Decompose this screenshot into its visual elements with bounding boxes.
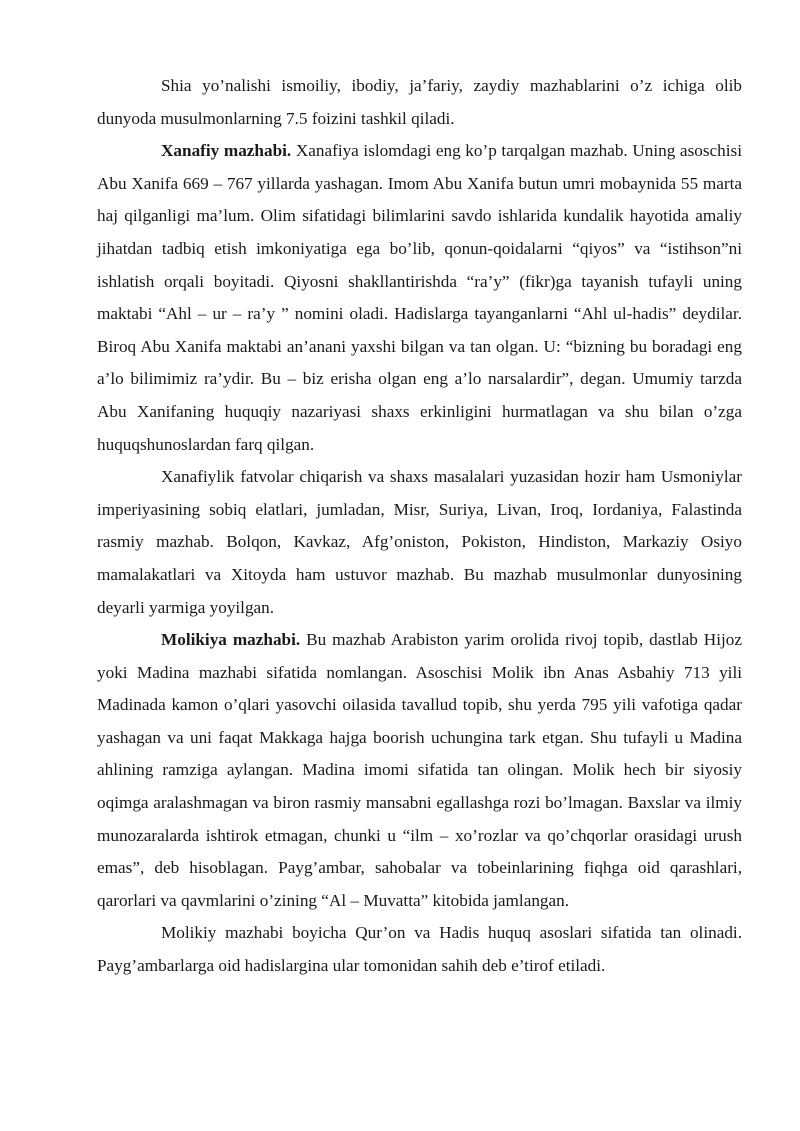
section-heading-molikiya: Molikiya mazhabi. xyxy=(161,630,301,650)
paragraph-shia xyxy=(97,70,742,135)
paragraph-xanafiy xyxy=(97,135,742,461)
section-heading-xanafiy: Xanafiy mazhabi. xyxy=(161,141,292,161)
paragraph-text: Bu mazhab Arabiston yarim orolida rivoj topib, dastlab Hijoz yoki Madina mazhabi sifatida nomlangan. Asoschisi Molik ibn Anas Asbahiy 713 yili Madinada kamon o’qlari yasovchi oilasida tavallud topib, shu yerda 795 yili vafotiga qadar yashagan va uni faqat Makkaga hajga boorish uchungina tark etgan. Shu tufayli u Madina ahlining ramziga aylangan. Madina imomi sifatida tan olingan. Molik hech bir siyosiy oqimga aralashmagan va biron rasmiy mansabni egallashga rozi bo’lmagan. Baxslar va ilmiy munozaralarda ishtirok etmagan, chunki u “ilm – xo’rozlar va qo’chqorlar orasidagi urush emas”, deb hisoblagan. Payg’ambar, sahobalar va tobeinlarining fiqhga oid qarashlari, qarorlari va qavmlarini o’zining “Al – Muvatta” kitobida jamlangan. xyxy=(97,630,742,910)
paragraph-text: Xanafiylik fatvolar chiqarish va shaxs masalalari yuzasidan hozir ham Usmoniylar imperiyasining sobiq elatlari, jumladan, Misr, Suriya, Livan, Iroq, Iordaniya, Falastinda rasmiy mazhab. Bolqon, Kavkaz, Afg’oniston, Pokiston, Hindiston, Markaziy Osiyo mamalakatlari va Xitoyda ham ustuvor mazhab. Bu mazhab musulmonlar dunyosining deyarli yarmiga yoyilgan. xyxy=(97,467,742,617)
paragraph-text: Shia yo’nalishi ismoiliy, ibodiy, ja’fariy, zaydiy mazhablarini o’z ichiga olib dunyoda musulmonlarning 7.5 foizini tashkil qiladi. xyxy=(97,76,742,128)
paragraph-text: Molikiy mazhabi boyicha Qur’on va Hadis huquq asoslari sifatida tan olinadi. Payg’ambarlarga oid hadislargina ular tomonidan sahih deb e’tirof etiladi. xyxy=(97,923,742,976)
paragraph-molikiy xyxy=(97,917,742,982)
paragraph-molikiya xyxy=(97,624,742,917)
document-page xyxy=(97,70,742,983)
paragraph-xanafiylik xyxy=(97,461,742,624)
paragraph-text: Xanafiya islomdagi eng ko’p tarqalgan mazhab. Uning asoschisi Abu Xanifa 669 – 767 yillarda yashagan. Imom Abu Xanifa butun umri mobaynida 55 marta haj qilganligi ma’lum. Olim sifatidagi bilimlarini savdo ishlarida kundalik hayotida amaliy jihatdan tadbiq etish imkoniyatiga ega bo’lib, qonun-qoidalarni “qiyos” va “istihson”ni ishlatish orqali boyitadi. Qiyosni shakllantirishda “ra’y” (fikr)ga tayanish tufayli uning maktabi “Ahl – ur – ra’y ” nomini oladi. Hadislarga tayanganlarni “Ahl ul-hadis” deydilar. Biroq Abu Xanifa maktabi an’anani yaxshi bilgan va tan olgan. U: “bizning bu boradagi eng a’lo bilimimiz ra’ydir. Bu – biz erisha olgan eng a’lo narsalardir”, degan. Umumiy tarzda Abu Xanifaning huquqiy nazariyasi shaxs erkinligini hurmatlagan va shu bilan o’zga huquqshunoslardan farq qilgan. xyxy=(97,141,742,454)
